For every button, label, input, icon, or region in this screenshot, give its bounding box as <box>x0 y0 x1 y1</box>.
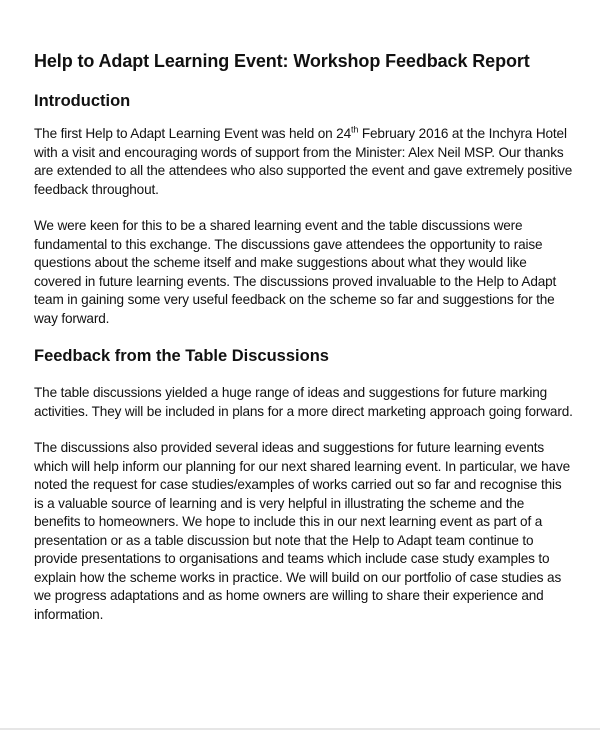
intro-paragraph-1-text-end: February 2016 at the Inchyra Hotel with a visit and encouraging words of support from the Minister: Alex Neil MSP. Our thanks are extended to all the attendees who also supported the event and gave extremely positive feedback throughout. <box>34 126 573 197</box>
section-heading-introduction: Introduction <box>34 92 131 110</box>
feedback-paragraph-2: The discussions also provided several ideas and suggestions for future learning events which will help inform our planning for our next shared learning event. In particular, we have noted the request for case studies/examples of works carried out so far and recognise this is a valuable source of learning and is very helpful in illustrating the scheme and the benefits to homeowners. We hope to include this in our next learning event as part of a presentation or as a table discussion but note that the Help to Adapt team continue to provide presentations to organisations and teams which include case study examples to explain how the scheme works in practice. We will build on our portfolio of case studies as we progress adaptations and as home owners are willing to share their experience and information. <box>34 440 570 622</box>
intro-paragraph-1-text-start: The first Help to Adapt Learning Event was held on 24 <box>34 126 351 141</box>
intro-paragraph-2: We were keen for this to be a shared learning event and the table discussions were fundamental to this exchange. The discussions gave attendees the opportunity to raise questions about the scheme itself and make suggestions about what they would like covered in future learning events. The discussions proved invaluable to the Help to Adapt team in gaining some very useful feedback on the scheme so far and suggestions for the way forward. <box>34 218 557 326</box>
date-ordinal-suffix: th <box>351 124 359 135</box>
section-heading-feedback: Feedback from the Table Discussions <box>34 347 329 365</box>
feedback-paragraph-1: The table discussions yielded a huge range of ideas and suggestions for future marking activities. They will be included in plans for a more direct marketing approach going forward. <box>34 385 573 419</box>
intro-paragraph-1 <box>34 125 574 199</box>
document-title: Help to Adapt Learning Event: Workshop Feedback Report <box>34 51 530 71</box>
